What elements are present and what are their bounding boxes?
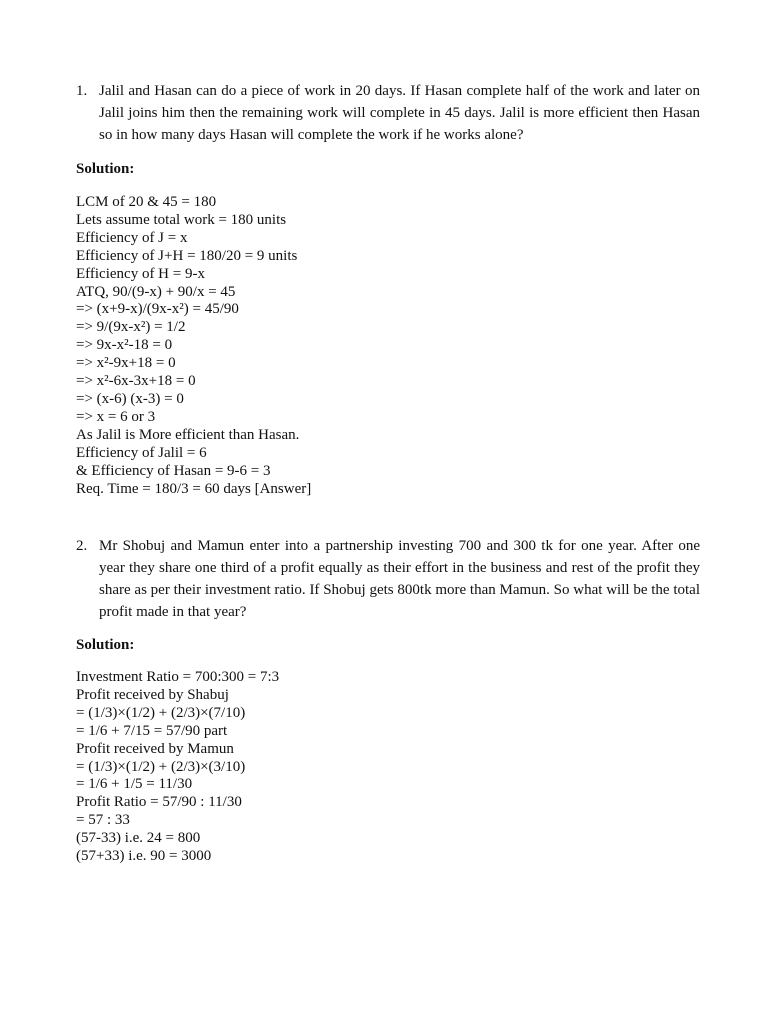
solution-step: ATQ, 90/(9-x) + 90/x = 45 [76,283,236,300]
solution-step: Investment Ratio = 700:300 = 7:3 [76,669,280,685]
solution-step: LCM of 20 & 45 = 180 [76,194,217,210]
solution-2-steps [76,669,279,866]
solution-1-label: Solution: [76,161,135,177]
question-2-number: 2. [76,538,88,554]
solution-answer: (57+33) i.e. 90 = 3000 [76,848,212,865]
question-1-number: 1. [76,83,88,99]
solution-1-steps [76,194,311,498]
solution-2-label: Solution: [76,637,135,653]
solution-answer: Req. Time = 180/3 = 60 days [Answer] [76,480,312,497]
solution-step: => x = 6 or 3 [76,408,156,425]
solution-step: = (1/3)×(1/2) + (2/3)×(7/10) [76,704,246,721]
solution-step: => x²-6x-3x+18 = 0 [76,373,196,390]
solution-step: => x²-9x+18 = 0 [76,355,176,372]
solution-step: Profit received by Mamun [76,740,234,757]
solution-step: = 1/6 + 7/15 = 57/90 part [76,722,228,739]
solution-step: Lets assume total work = 180 units [76,211,287,228]
solution-step: & Efficiency of Hasan = 9-6 = 3 [76,462,271,479]
solution-step: Profit received by Shabuj [76,686,229,703]
solution-step: = 57 : 33 [76,812,130,829]
solution-step: As Jalil is More efficient than Hasan. [76,426,300,443]
solution-step: = 1/6 + 1/5 = 11/30 [76,776,193,793]
solution-step: (57-33) i.e. 24 = 800 [76,830,201,847]
solution-step: => (x-6) (x-3) = 0 [76,390,184,407]
question-1 [76,80,700,146]
solution-step: Efficiency of J+H = 180/20 = 9 units [76,247,298,264]
question-1-text: Jalil and Hasan can do a piece of work in 20 days. If Hasan complete half of the work and later on Jalil joins him then the remaining work will complete in 45 days. Jalil is more efficient then Hasan so in how many days Hasan will complete the work if he works alone? [99,83,700,143]
solution-step: Efficiency of H = 9-x [76,265,205,282]
solution-step: Efficiency of Jalil = 6 [76,444,207,461]
question-2 [76,535,700,623]
solution-step: => 9/(9x-x²) = 1/2 [76,319,186,336]
solution-step: => 9x-x²-18 = 0 [76,337,173,354]
solution-step: => (x+9-x)/(9x-x²) = 45/90 [76,301,239,318]
solution-step: Profit Ratio = 57/90 : 11/30 [76,794,242,811]
solution-step: Efficiency of J = x [76,229,188,246]
question-2-text: Mr Shobuj and Mamun enter into a partnership investing 700 and 300 tk for one year. After one year they share one third of a profit equally as their effort in the business and rest of the profit they share as per their investment ratio. If Shobuj gets 800tk more than Mamun. So what will be the total profit made in that year? [99,538,700,620]
solution-step: = (1/3)×(1/2) + (2/3)×(3/10) [76,758,246,775]
